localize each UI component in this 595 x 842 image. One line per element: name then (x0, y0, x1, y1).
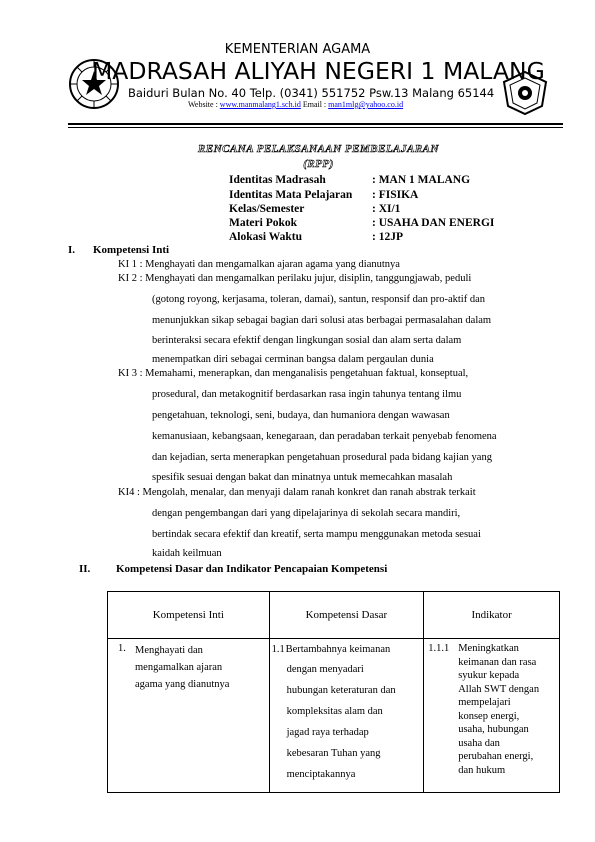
school-address: Baiduri Bulan No. 40 Telp. (0341) 551752 Psw.13 Malang 65144 (128, 86, 495, 100)
indicator-line: mempelajari (458, 697, 511, 708)
indicator-line: usaha dan (458, 737, 500, 749)
table-row (108, 639, 560, 793)
indicator-number: 1.1.1 (428, 643, 450, 654)
ki3-line: pengetahuan, teknologi, seni, budaya, dan humaniora dengan wawasan (152, 410, 450, 421)
ki3-line: kemanusiaan, kebangsaan, kenegaraan, dan peradaban terkait penyebab fenomena (152, 431, 497, 442)
kd-line: hubungan keteraturan dan (286, 685, 396, 696)
doc-title: RENCANA PELAKSANAAN PEMBELAJARAN (198, 143, 439, 155)
identity-value: : MAN 1 MALANG (372, 174, 471, 186)
ki2-line: berinteraksi secara efektif dengan lingkungan sosial dan alam serta dalam (152, 335, 462, 346)
ki4-line: kaidah keilmuan (152, 548, 222, 559)
kd-cell (269, 639, 424, 793)
column-header: Indikator (424, 592, 560, 639)
ki4-line: dengan pengembangan dari yang dipelajarinya di sekolah secara mandiri, (152, 508, 461, 519)
kd-line: menciptakannya (286, 769, 356, 780)
ki4-line: KI4 : Mengolah, menalar, dan menyaji dalam ranah konkret dan ranah abstrak terkait (118, 487, 476, 498)
ki3-line: spesifik sesuai dengan bakat dan minatnya untuk memecahkan masalah (152, 472, 453, 483)
identity-key: Alokasi Waktu (229, 231, 302, 243)
identity-key: Identitas Madrasah (229, 174, 326, 186)
identity-value: : XI/1 (372, 203, 401, 215)
indicator-line: konsep energi, (458, 710, 520, 722)
ki3-line: prosedural, dan metakognitif berdasarkan rasa ingin tahunya tentang ilmu (152, 389, 462, 400)
kd-line: dengan menyadari (286, 664, 364, 675)
ki-cell (108, 639, 270, 793)
identity-key: Materi Pokok (229, 217, 298, 229)
competency-table (107, 591, 560, 793)
section-1-title: Kompetensi Inti (93, 244, 170, 256)
ki3-line: dan kejadian, serta menerapkan pengetahuan prosedural pada bidang kajian yang (152, 452, 492, 463)
ki1-text: KI 1 : Menghayati dan mengamalkan ajaran agama yang dianutnya (118, 259, 400, 270)
identity-key: Kelas/Semester (229, 203, 305, 215)
kd-line: Bertambahnya keimanan (285, 644, 391, 655)
indicator-line: Meningkatkan (458, 643, 519, 654)
indicator-line: Allah SWT dengan (458, 683, 540, 695)
indicator-line: usaha, hubungan (458, 724, 529, 735)
column-header: Kompetensi Inti (108, 592, 270, 639)
indicator-line: syukur kepada (458, 670, 520, 681)
kd-line: kebesaran Tuhan yang (286, 748, 381, 759)
ki-line: agama yang dianutnya (135, 679, 230, 690)
ki2-line: menunjukkan sikap sebagai bagian dari solusi atas berbagai permasalahan dalam (152, 315, 492, 326)
kd-number: 1.1 (271, 644, 285, 655)
identity-value: : FISIKA (372, 189, 419, 201)
kd-line: jagad raya terhadap (286, 727, 369, 738)
identity-value: : USAHA DAN ENERGI (372, 217, 495, 229)
header-rule-thick (68, 123, 563, 125)
identity-key: Identitas Mata Pelajaran (229, 189, 353, 201)
ki2-line: KI 2 : Menghayati dan mengamalkan perilaku jujur, disiplin, tanggungjawab, peduli (118, 273, 472, 284)
doc-subtitle: (RPP) (303, 158, 334, 170)
column-header: Kompetensi Dasar (269, 592, 424, 639)
indicator-line: keimanan dan rasa (458, 656, 537, 668)
email-label: Email : (300, 100, 329, 109)
identity-value: : 12JP (372, 231, 403, 243)
kd-line: kompleksitas alam dan (286, 706, 383, 717)
website-link[interactable]: www.manmalang1.sch.id (219, 100, 301, 109)
ki3-line: KI 3 : Memahami, menerapkan, dan menganalisis pengetahuan faktual, konseptual, (118, 368, 469, 379)
section-2-number: II. (79, 563, 91, 575)
indicator-cell (424, 639, 560, 793)
contact-line (188, 100, 403, 109)
section-2-title: Kompetensi Dasar dan Indikator Pencapaian Kompetensi (116, 563, 388, 575)
section-1-number: I. (68, 244, 76, 256)
ki-number: 1. (118, 643, 126, 654)
ki2-line: menempatkan diri sebagai cerminan bangsa dalam pergaulan dunia (152, 354, 434, 365)
ki-line: mengamalkan ajaran (135, 662, 223, 673)
website-label: Website : (188, 100, 220, 109)
header-rule-thin (68, 127, 563, 128)
indicator-line: perubahan energi, (458, 751, 534, 762)
ki4-line: bertindak secara efektif dan kreatif, serta mampu menggunakan metoda sesuai (152, 529, 481, 540)
ministry-name: KEMENTERIAN AGAMA (224, 42, 371, 57)
ki2-line: (gotong royong, kerjasama, toleran, damai), santun, responsif dan pro-aktif dan (152, 294, 485, 305)
school-name: MADRASAH ALIYAH NEGERI 1 MALANG (92, 57, 545, 85)
ki-line: Menghayati dan (135, 645, 203, 656)
email-link[interactable]: man1mlg@yahoo.co.id (328, 100, 404, 109)
indicator-line: dan hukum (458, 764, 506, 776)
table-header-row (108, 592, 560, 639)
